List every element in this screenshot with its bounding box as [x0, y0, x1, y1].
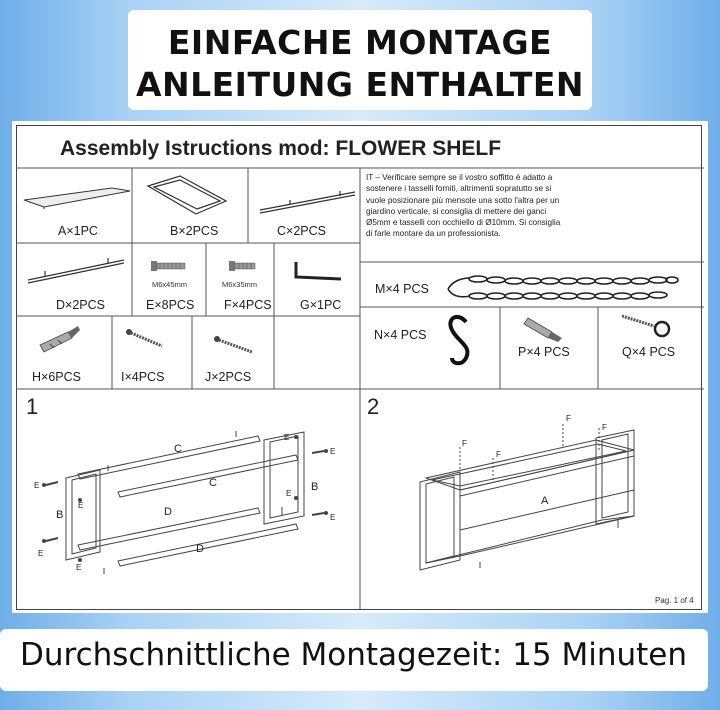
step1-label-e2: E [78, 501, 84, 510]
part-n-s-hook [450, 317, 467, 363]
part-a-label: A×1PC [58, 224, 98, 238]
part-n-label: N×4 PCS [374, 328, 427, 342]
part-a-plate [24, 188, 130, 207]
part-b-frame [148, 176, 226, 214]
assembly-time-text: Durchschnittliche Montagezeit: 15 Minuten [20, 637, 688, 673]
part-q-eye-screw [622, 316, 669, 336]
safety-note: IT – Verificare sempre se il vostro soffitto è adatto a sostenere i tasselli forniti, altrimenti sopratutto se si vuole posizionare più mensole una sotto l'altra per un giardino verticale, si consiglia di mettere dei ganci Ø5mm e tasselli con occhiello di Ø10mm. Si consiglia di farle montare da un professionista. [366, 173, 561, 239]
part-e-label: E×8PCS [146, 298, 195, 312]
part-g-label: G×1PC [300, 298, 342, 312]
part-m-label: M×4 PCS [375, 282, 429, 296]
part-f-size: M6x35mm [222, 280, 258, 289]
part-h-anchor [40, 326, 80, 352]
step-2-number: 2 [367, 394, 380, 419]
part-m-chain [448, 276, 678, 299]
part-i-screw [126, 329, 162, 346]
part-f-screw [229, 261, 255, 271]
step1-label-e4: E [76, 563, 82, 572]
step1-label-e1: E [34, 481, 40, 490]
step1-label-b-left: B [56, 509, 64, 521]
step2-label-f4: F [602, 423, 607, 432]
step1-label-e5: E [284, 433, 290, 442]
step1-label-e6: E [330, 447, 336, 456]
part-q-label: Q×4 PCS [622, 345, 676, 359]
part-b-label: B×2PCS [170, 224, 219, 238]
step2-label-f1: F [462, 439, 467, 448]
step1-label-d-mid: D [164, 506, 172, 518]
step1-label-e7: E [286, 489, 292, 498]
part-e-screw [151, 261, 185, 271]
sheet-title: Assembly Istructions mod: FLOWER SHELF [60, 137, 502, 160]
step2-label-a: A [541, 495, 549, 507]
step1-label-b-right: B [311, 481, 319, 493]
part-d-label: D×2PCS [56, 298, 105, 312]
part-p-anchor [524, 318, 562, 342]
assembly-time-banner [0, 629, 708, 691]
step-1-drawing [66, 431, 304, 574]
part-c-label: C×2PCS [277, 224, 326, 238]
part-c-bar [260, 191, 355, 213]
step1-label-c-mid: C [209, 477, 217, 489]
step1-label-d-bottom: D [196, 543, 204, 555]
part-d-bar [28, 258, 124, 283]
headline-line-2: ANLEITUNG ENTHALTEN [135, 65, 585, 104]
step1-label-e3: E [38, 549, 44, 558]
part-j-screw [214, 336, 252, 352]
part-i-label: I×4PCS [121, 370, 165, 384]
step1-label-c-top: C [174, 443, 182, 455]
step-1-number: 1 [26, 394, 39, 419]
part-e-size: M6x45mm [152, 280, 188, 289]
part-j-label: J×2PCS [205, 370, 252, 384]
parts-grid [16, 168, 704, 609]
page-number: Pag. 1 of 4 [655, 596, 694, 605]
step-2-drawing [420, 430, 634, 570]
headline-line-1: EINFACHE MONTAGE [167, 23, 553, 62]
part-f-label: F×4PCS [224, 298, 272, 312]
step-1-screws [42, 435, 328, 562]
step2-label-f3: F [566, 414, 571, 423]
step1-label-e8: E [330, 513, 336, 522]
step2-label-f2: F [496, 450, 501, 459]
part-g-allen-key [296, 262, 341, 279]
part-p-label: P×4 PCS [518, 345, 570, 359]
part-h-label: H×6PCS [32, 370, 81, 384]
